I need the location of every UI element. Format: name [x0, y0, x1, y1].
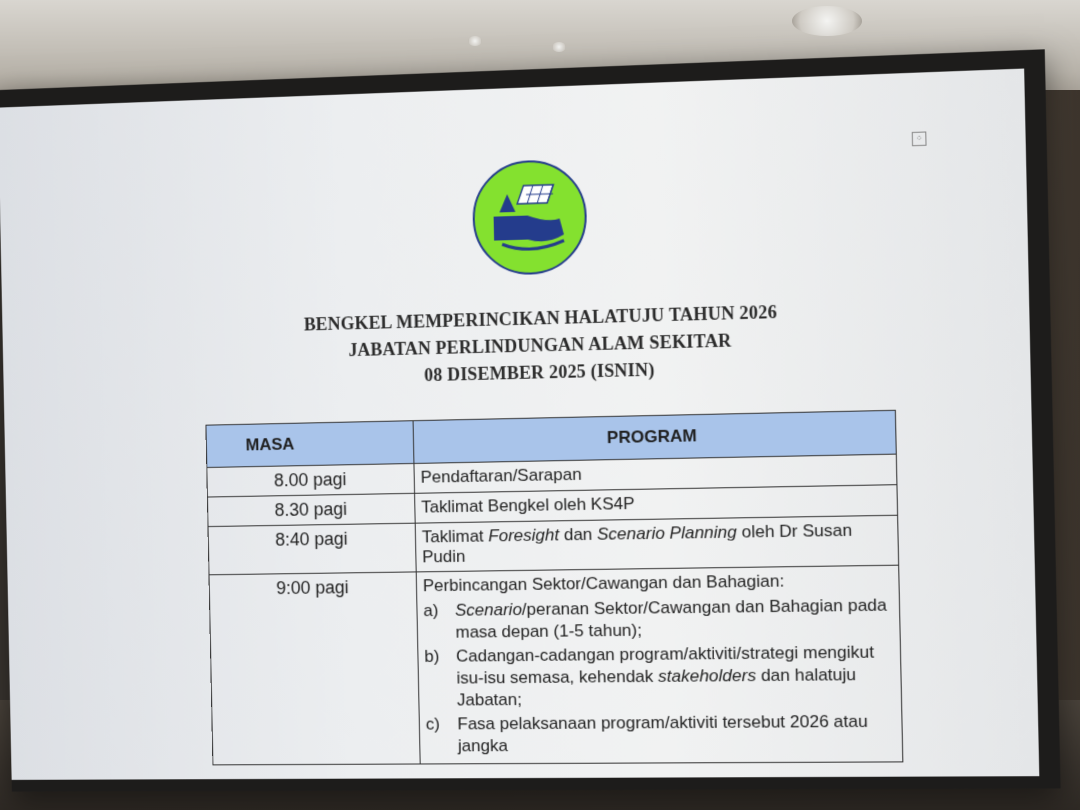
agenda-subitem [424, 641, 895, 712]
department-emblem-icon [471, 157, 589, 277]
time-cell: 8.00 pagi [207, 463, 415, 497]
program-text-italic: Scenario Planning [596, 522, 738, 544]
subitem-italic: Scenario [454, 599, 523, 620]
program-table [205, 410, 903, 766]
subitem-rest: /peranan Sektor/Cawangan dan Bahagian pada masa depan (1-5 tahun); [455, 595, 888, 642]
agenda-subitem [423, 594, 893, 644]
program-cell: Taklimat Bengkel oleh KS4P [415, 485, 898, 523]
ceiling-sprinkler-small [552, 42, 566, 52]
subitem-text: Fasa pelaksanaan program/aktiviti tersebut 2026 atau jangka [457, 711, 868, 756]
program-cell [416, 565, 903, 764]
program-text: dan [558, 524, 598, 545]
slide-corner-icon: ⁘ [912, 131, 927, 146]
projection-screen [0, 69, 1039, 780]
program-cell: Pendaftaran/Sarapan [414, 454, 897, 493]
subitem-italic: stakeholders [657, 665, 757, 686]
program-cell [415, 515, 898, 572]
slide-heading [242, 297, 844, 393]
subitem-rest: Cadangan-cadangan program/aktiviti/strategi mengikut isu-isu semasa, kehendak [455, 642, 875, 688]
agenda-subitem [426, 710, 896, 757]
program-text: oleh Dr Susan Pudin [422, 520, 853, 567]
time-cell: 9:00 pagi [209, 572, 420, 765]
subitem-letter: a) [423, 600, 439, 621]
heading-line-1: BENGKEL MEMPERINCIKAN HALATUJU TAHUN 2026 [303, 301, 778, 335]
ceiling-sprinkler [792, 6, 862, 36]
time-cell: 8.30 pagi [207, 493, 415, 526]
heading-line-2: JABATAN PERLINDUNGAN ALAM SEKITAR [348, 330, 732, 361]
subitem-letter: c) [425, 714, 441, 734]
subitem-rest: dan halatuju Jabatan; [456, 664, 857, 710]
table-row [209, 565, 903, 765]
subitem-text [455, 594, 894, 643]
subitem-text [456, 641, 895, 711]
time-cell: 8:40 pagi [208, 523, 416, 575]
program-text: Taklimat [421, 526, 489, 547]
column-header-program: PROGRAM [413, 410, 896, 463]
program-text-italic: Foresight [488, 525, 560, 546]
subitem-letter: b) [424, 646, 440, 666]
column-header-masa: MASA [206, 421, 414, 468]
projection-screen-frame [0, 49, 1061, 791]
heading-line-3: 08 DISEMBER 2025 (ISNIN) [424, 359, 655, 386]
ceiling-sprinkler-small [468, 36, 482, 46]
agenda-intro: Perbincangan Sektor/Cawangan dan Bahagian: [422, 571, 785, 596]
